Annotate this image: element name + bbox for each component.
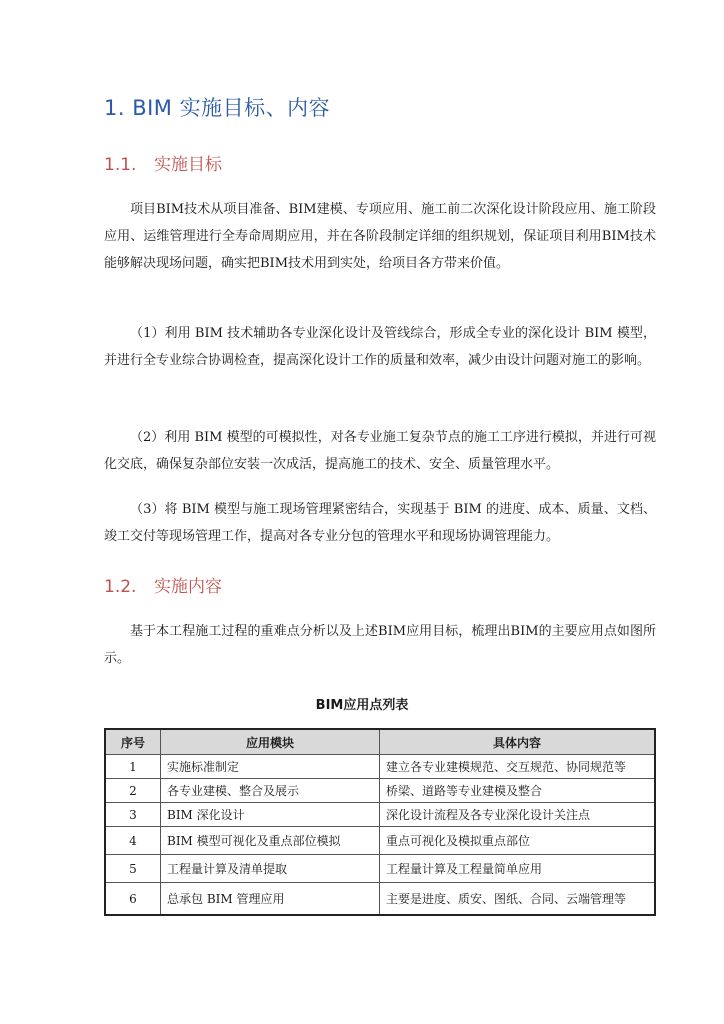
cell-module: 各专业建模、整合及展示 — [161, 779, 380, 803]
cell-module: BIM 模型可视化及重点部位模拟 — [161, 827, 380, 855]
paragraph-item-2: （2）利用 BIM 模型的可模拟性，对各专业施工复杂节点的施工工序进行模拟，并进行可视化交底，确保复杂部位安装一次成活，提高施工的技术、安全、质量管理水平。 — [104, 430, 656, 472]
section-number: 1.2. — [104, 577, 137, 597]
cell-content: 重点可视化及模拟重点部位 — [380, 827, 656, 855]
paragraph-content-intro: 基于本工程施工过程的重难点分析以及上述BIM应用目标，梳理出BIM的主要应用点如图所示。 — [104, 624, 656, 666]
table-title: BIM应用点列表 — [315, 698, 409, 713]
header-module: 应用模块 — [161, 729, 380, 755]
cell-module: 工程量计算及清单提取 — [161, 855, 380, 883]
table-row — [105, 803, 655, 827]
table-header-row — [105, 729, 655, 755]
cell-content: 深化设计流程及各专业深化设计关注点 — [380, 803, 656, 827]
cell-index: 1 — [105, 755, 161, 779]
section-number: 1.1. — [104, 155, 137, 175]
cell-index: 2 — [105, 779, 161, 803]
table-row — [105, 779, 655, 803]
paragraph-item-1: （1）利用 BIM 技术辅助各专业深化设计及管线综合，形成全专业的深化设计 BIM 模型，并进行全专业综合协调检查，提高深化设计工作的质量和效率，减少由设计问题对施工的影响。 — [104, 326, 656, 368]
paragraph-item-3: （3）将 BIM 模型与施工现场管理紧密结合，实现基于 BIM 的进度、成本、质量、文档、竣工交付等现场管理工作，提高对各专业分包的管理水平和现场协调管理能力。 — [104, 502, 656, 544]
cell-content: 工程量计算及工程量简单应用 — [380, 855, 656, 883]
table-row — [105, 827, 655, 855]
cell-content: 主要是进度、质安、图纸、合同、云端管理等 — [380, 883, 656, 916]
section-title: 实施目标 — [154, 155, 222, 175]
cell-content: 建立各专业建模规范、交互规范、协同规范等 — [380, 755, 656, 779]
section-title: 实施内容 — [154, 577, 222, 597]
cell-index: 6 — [105, 883, 161, 916]
cell-index: 5 — [105, 855, 161, 883]
header-content: 具体内容 — [380, 729, 656, 755]
cell-content: 桥梁、道路等专业建模及整合 — [380, 779, 656, 803]
paragraph-intro: 项目BIM技术从项目准备、BIM建模、专项应用、施工前二次深化设计阶段应用、施工阶段应用、运维管理进行全寿命周期应用，并在各阶段制定详细的组织规划，保证项目利用BIM技术能够解决现场问题，确实把BIM技术用到实处，给项目各方带来价值。 — [104, 202, 656, 271]
cell-index: 3 — [105, 803, 161, 827]
heading-1: 1. BIM 实施目标、内容 — [104, 96, 331, 120]
section-heading-goals — [104, 150, 222, 175]
table-row — [105, 855, 655, 883]
cell-module: 实施标准制定 — [161, 755, 380, 779]
cell-module: BIM 深化设计 — [161, 803, 380, 827]
cell-module: 总承包 BIM 管理应用 — [161, 883, 380, 916]
bim-application-table — [104, 728, 656, 916]
header-index: 序号 — [105, 729, 161, 755]
table-row — [105, 755, 655, 779]
cell-index: 4 — [105, 827, 161, 855]
table-row — [105, 883, 655, 916]
section-heading-content — [104, 572, 222, 597]
